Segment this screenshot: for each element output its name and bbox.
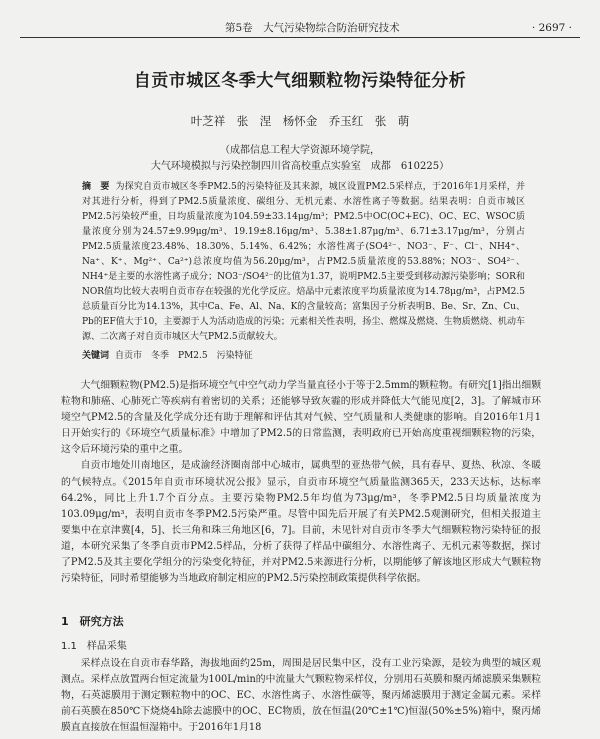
running-head xyxy=(20,19,580,38)
methods-section xyxy=(61,656,541,736)
introduction xyxy=(61,378,541,587)
affiliation-line-1: （成都信息工程大学资源环境学院， xyxy=(220,145,380,156)
methods-paragraph: 采样点设在自贡市春华路，海拔地面约25m，周围是居民集中区，没有工业污染源，是较为典型的城区观测点。采样点放置两台恒定流量为100L/min的中流量大气颗粒物采样仪，分别用石英膜和聚丙烯滤膜采集颗粒物，石英滤膜用于测定颗粒物中的OC、EC、水溶性离子、水溶性碳等，聚丙烯滤膜用于测定金属元素。采样前石英膜在850℃下烧烧4h除去滤膜中的OC、EC物质，放在恒温(20℃±1℃)恒湿(50%±5%)箱中，聚丙烯膜直直接放在恒温恒湿箱中。于2016年1月18 xyxy=(61,658,541,733)
abstract-text: 为探究自贡市城区冬季PM2.5的污染特征及其来源，城区设置PM2.5采样点，于2016年1月采样，并对其进行分析，得到了PM2.5质量浓度、碳组分、无机元素、水溶性离子等数据。结果表明：自贡市城区PM2.5污染较严重，日均质量浓度为104.59±33.14μg/m³；PM2.5中OC(OC+EC)、OC、EC、WSOC质量浓度分别为24.57±9.99μg/m³、19.19±8.16μg/m³、5.38±1.87μg/m³、6.71±3.17μg/m³，分别占PM2.5质量浓度23.48%、18.30%、5.14%、6.42%；水溶性离子(SO4²⁻、NO3⁻、F⁻、Cl⁻、NH4⁺、Na⁺、K⁺、Mg²⁺、Ca²⁺)总浓度均值为56.20μg/m³，占PM2.5质量浓度的53.88%；NO3⁻、SO4²⁻、NH4⁺是主要的水溶性离子成分；NO3⁻/SO4²⁻的比值为1.37，说明PM2.5主要受到移动源污染影响；SOR和NOR值均比较大表明自贡市存在较强的光化学反应。焙晶中元素浓度平均质量浓度为14.78μg/m³，占PM2.5总质量百分比为14.13%，其中Ca、Fe、Al、Na、K的含量较高；富集因子分析表明B、Be、Sr、Zn、Cu、Pb的EF值大于10，主要源于人为活动造成的污染；元素相关性表明，扬尘、燃煤及燃烧、生物质燃烧、机动车源、二次离子对自贡市城区大气PM2.5贡献较大。 xyxy=(82,182,525,342)
section-heading: 1 研究方法 xyxy=(61,615,124,628)
journal-name: 第5卷 大气污染物综合防治研究技术 xyxy=(225,22,400,34)
intro-paragraph-2: 自贡市地处川南地区，是成渝经济圈南部中心城市，属典型的亚热带气候，具有春早、夏热、秋凉、冬暖的气候特点。《2015年自贡市环境状况公报》显示，自贡市环境空气质量监测365天，233天达标，达标率64.2%，同比上升1.7个百分点。主要污染物PM2.5年均值为73μg/m³，冬季PM2.5日均质量浓度为103.09μg/m³，表明自贡市冬季PM2.5污染严重。尽管中国先后开展了有关PM2.5观测研究，但相关报道主要集中在京津冀[4，5]、长三角和珠三角地区[6，7]。目前，未见针对自贡市冬季大气细颗粒物污染特征的报道，本研究采集了冬季自贡市PM2.5样品，分析了获得了样品中碳组分、水溶性离子、无机元素等数据，探讨了PM2.5及其主要化学组分的污染变化特征，并对PM2.5来源进行分析，以期能够了解该地区形成大气颗粒物污染特征，同时希望能够为当地政府制定相应的PM2.5污染控制政策提供科学依据。 xyxy=(61,460,541,585)
abstract xyxy=(82,180,525,345)
affiliation-line-2: 大气环境模拟与污染控制四川省高校重点实验室 成都 610225） xyxy=(150,161,450,172)
paper-title: 自贡市城区冬季大气细颗粒物污染特征分析 xyxy=(133,71,467,91)
keywords-label: 关键词 xyxy=(82,351,110,361)
keywords-text: 自贡市 冬季 PM2.5 污染特征 xyxy=(115,351,253,361)
keywords xyxy=(82,349,253,364)
page-number: · 2697 · xyxy=(531,22,572,34)
subsection-heading: 1.1 样品采集 xyxy=(61,641,127,652)
author-list: 叶芝祥 张 涅 杨怀金 乔玉红 张 萌 xyxy=(190,114,410,128)
abstract-label: 摘 要 xyxy=(82,182,110,192)
intro-paragraph-1: 大气细颗粒物(PM2.5)是指环境空气中空气动力学当量直径小于等于2.5mm的颗粒物。有研究[1]指出细颗粒物和肺癌、心肺死亡等疾病有着密切的关系；还能够导致灰霾的形成并降低大气能见度[2，3]。了解城市环境空气PM2.5的含量及化学成分还有助于理解和评估其对气候、空气质量和人类健康的影响。自2016年1月1日开始实行的《环境空气质量标准》中增加了PM2.5的日常监测，表明政府已开始高度重视细颗粒物的污染，这令后环境污染的重中之重。 xyxy=(61,380,541,456)
